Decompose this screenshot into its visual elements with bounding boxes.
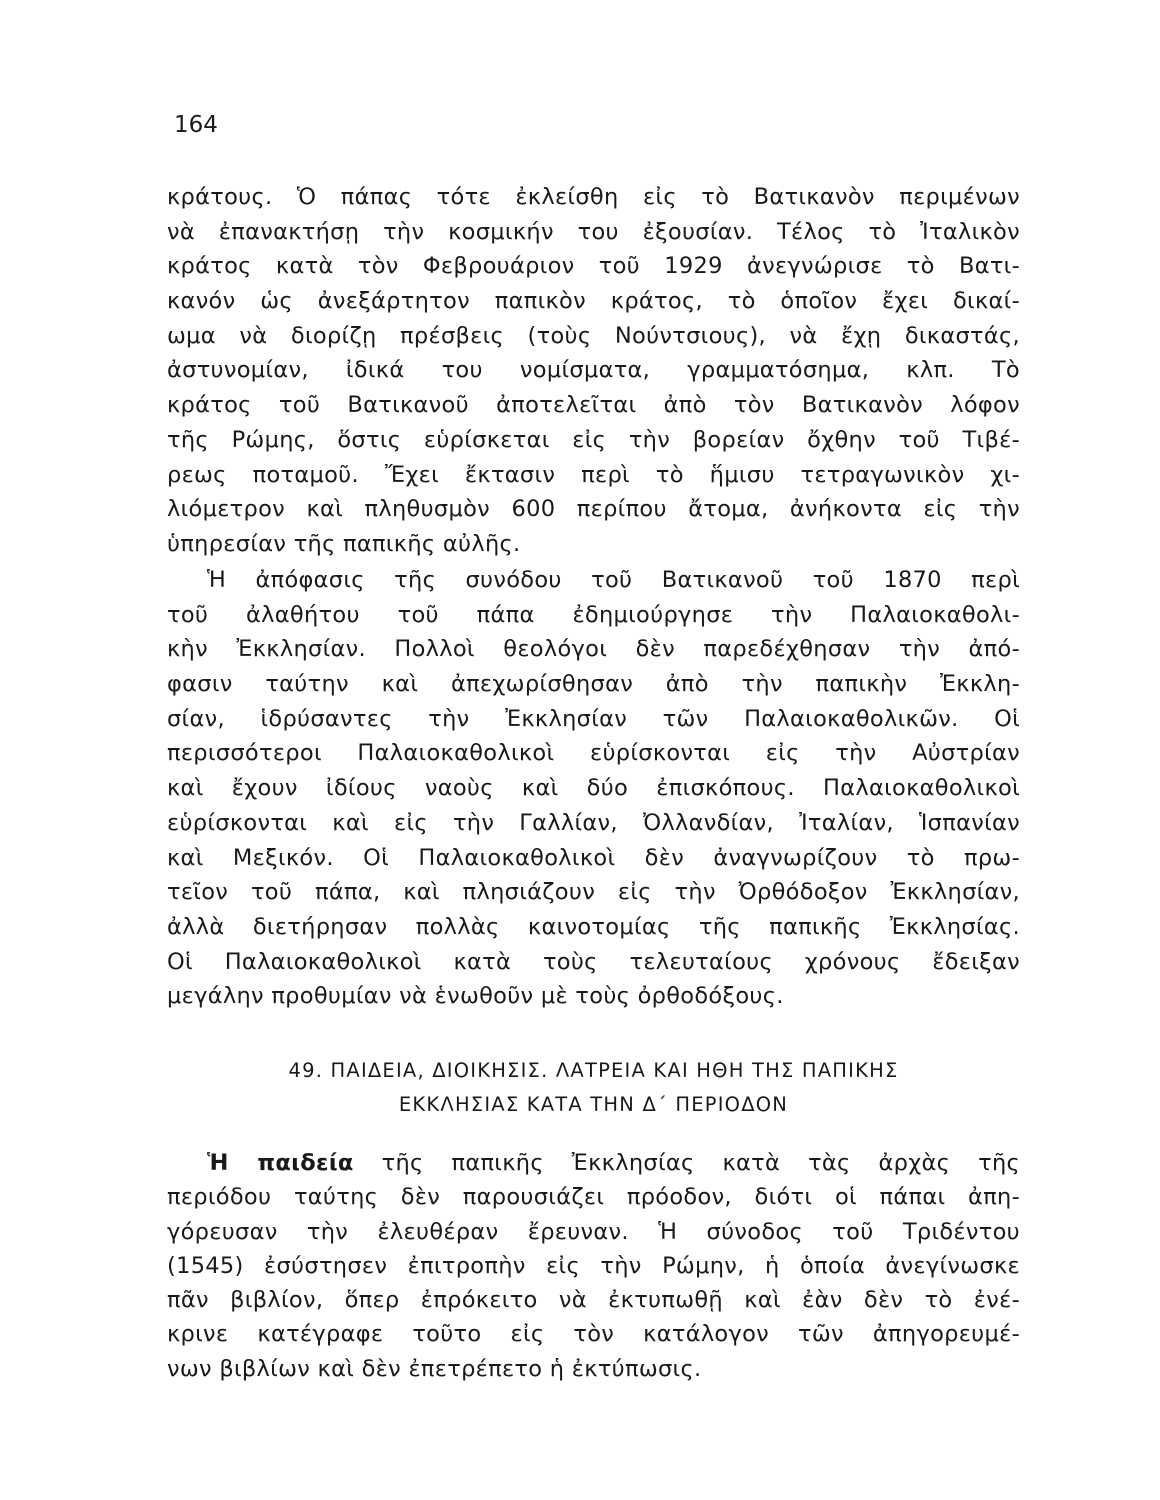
text-line: εὑρίσκονται καὶ εἰς τὴν Γαλλίαν, Ὀλλανδίαν, Ἰταλίαν, Ἱσπανίαν — [167, 809, 1020, 836]
text-line: τῆς Ρώμης, ὅστις εὑρίσκεται εἰς τὴν βορείαν ὄχθην τοῦ Τιβέ- — [167, 426, 1020, 453]
text-line: κράτους. Ὁ πάπας τότε ἐκλείσθη εἰς τὸ Βατικανὸν περιμένων — [167, 184, 1020, 210]
section-heading — [167, 1054, 1020, 1122]
text-line: σίαν, ἱδρύσαντες τὴν Ἐκκλησίαν τῶν Παλαιοκαθολικῶν. Οἱ — [167, 705, 1020, 732]
text-line: ρεως ποταμοῦ. Ἔχει ἔκτασιν περὶ τὸ ἥμισυ τετραγωνικὸν χι- — [167, 461, 1020, 488]
text-line: κράτος τοῦ Βατικανοῦ ἀποτελεῖται ἀπὸ τὸν Βατικανὸν λόφον — [167, 392, 1020, 419]
paragraph-old-catholics — [167, 563, 1020, 1014]
text-line: πᾶν βιβλίον, ὅπερ ἐπρόκειτο νὰ ἐκτυπωθῇ καὶ ἐὰν δὲν τὸ ἐνέ- — [167, 1287, 1020, 1314]
text-line — [167, 1146, 1020, 1180]
text-line: κρινε κατέγραφε τοῦτο εἰς τὸν κατάλογον τῶν ἀπηγορευμέ- — [167, 1321, 1020, 1348]
text-line: περιόδου ταύτης δὲν παρουσιάζει πρόοδον, διότι οἱ πάπαι ἀπη- — [167, 1184, 1020, 1211]
text-line: ωμα νὰ διορίζῃ πρέσβεις (τοὺς Νούντσιους), νὰ ἔχῃ δικαστάς, — [167, 322, 1020, 349]
text-line: μεγάλην προθυμίαν νὰ ἑνωθοῦν μὲ τοὺς ὀρθοδόξους. — [167, 983, 784, 1010]
paragraph-education — [167, 1146, 1020, 1386]
text-line: κανόν ὡς ἀνεξάρτητον παπικὸν κράτος, τὸ ὁποῖον ἔχει δικαί- — [167, 288, 1020, 315]
text-line: γόρευσαν τὴν ἐλευθέραν ἔρευναν. Ἡ σύνοδος τοῦ Τριδέντου — [167, 1218, 1020, 1245]
text-line-rest: τῆς παπικῆς Ἐκκλησίας κατὰ τὰς ἀρχὰς τῆς — [381, 1150, 1021, 1176]
text-line: ἀλλὰ διετήρησαν πολλὰς καινοτομίας τῆς παπικῆς Ἐκκλησίας. — [167, 913, 1020, 940]
text-line: (1545) ἐσύστησεν ἐπιτροπὴν εἰς τὴν Ρώμην, ἡ ὁποία ἀνεγίνωσκε — [167, 1252, 1020, 1279]
text-line: καὶ ἔχουν ἰδίους ναοὺς καὶ δύο ἐπισκόπους. Παλαιοκαθολικοὶ — [167, 775, 1020, 802]
section-heading-line-1: 49. ΠΑΙΔΕΙΑ, ΔΙΟΙΚΗΣΙΣ. ΛΑΤΡΕΙΑ ΚΑΙ ΗΘΗ ΤΗΣ ΠΑΠΙΚΗΣ — [288, 1059, 899, 1082]
text-line: φασιν ταύτην καὶ ἀπεχωρίσθησαν ἀπὸ τὴν παπικὴν Ἐκκλη- — [167, 671, 1020, 698]
text-line: κράτος κατὰ τὸν Φεβρουάριον τοῦ 1929 ἀνεγνώρισε τὸ Βατι- — [167, 253, 1020, 280]
text-line: κὴν Ἐκκλησίαν. Πολλοὶ θεολόγοι δὲν παρεδέχθησαν τὴν ἀπό- — [167, 636, 1020, 663]
page-number: 164 — [174, 112, 218, 138]
bold-lead-term: Ἡ παιδεία — [207, 1150, 354, 1176]
section-heading-line-2: ΕΚΚΛΗΣΙΑΣ ΚΑΤΑ ΤΗΝ Δ΄ ΠΕΡΙΟΔΟΝ — [398, 1093, 789, 1116]
text-line: τοῦ ἀλαθήτου τοῦ πάπα ἐδημιούργησε τὴν Παλαιοκαθολι- — [167, 601, 1020, 628]
text-line: νὰ ἐπανακτήσῃ τὴν κοσμικήν του ἐξουσίαν. Τέλος τὸ Ἰταλικὸν — [167, 218, 1020, 245]
text-line: περισσότεροι Παλαιοκαθολικοὶ εὑρίσκονται εἰς τὴν Αὐστρίαν — [167, 740, 1020, 767]
paragraph-vatican-state — [167, 180, 1020, 562]
text-line: ἀστυνομίαν, ἰδικά του νομίσματα, γραμματόσημα, κλπ. Τὸ — [167, 357, 1020, 384]
text-line: λιόμετρον καὶ πληθυσμὸν 600 περίπου ἄτομα, ἀνήκοντα εἰς τὴν — [167, 496, 1020, 523]
text-line: νων βιβλίων καὶ δὲν ἐπετρέπετο ἡ ἐκτύπωσις. — [167, 1355, 702, 1382]
text-line: Οἱ Παλαιοκαθολικοὶ κατὰ τοὺς τελευταίους χρόνους ἔδειξαν — [167, 948, 1020, 975]
text-line: καὶ Μεξικόν. Οἱ Παλαιοκαθολικοὶ δὲν ἀναγνωρίζουν τὸ πρω- — [167, 844, 1020, 871]
text-line: Ἡ ἀπόφασις τῆς συνόδου τοῦ Βατικανοῦ τοῦ 1870 περὶ — [207, 567, 1020, 593]
text-line: τεῖον τοῦ πάπα, καὶ πλησιάζουν εἰς τὴν Ὀρθόδοξον Ἐκκλησίαν, — [167, 879, 1020, 906]
text-line: ὑπηρεσίαν τῆς παπικῆς αὐλῆς. — [167, 530, 521, 557]
